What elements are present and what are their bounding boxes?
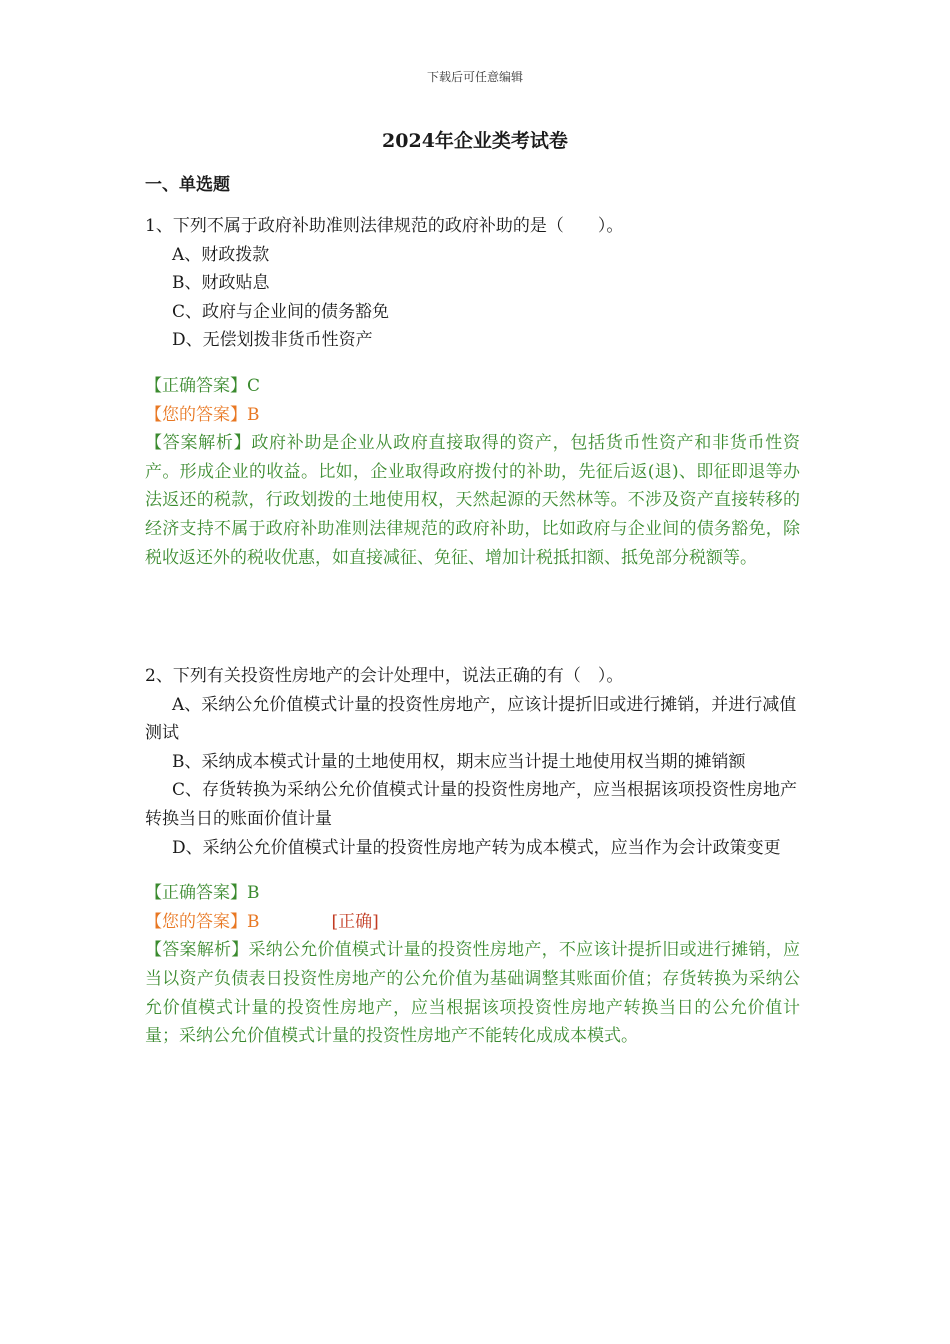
answer-analysis: 【答案解析】采纳公允价值模式计量的投资性房地产，不应该计提折旧或进行摊销，应当以资产负债表日投资性房地产的公允价值为基础调整其账面价值；存货转换为采纳公允价值模式计量的投资性房地产，应当根据该项投资性房地产转换当日的公允价值计量；采纳公允价值模式计量的投资性房地产不能转化成成本模式。	[145, 940, 800, 1047]
option-a: A、财政拨款	[172, 244, 270, 265]
your-answer	[145, 908, 800, 937]
question-stem: 1、下列不属于政府补助准则法律规范的政府补助的是（ ）。	[145, 216, 624, 236]
page-title: 2024年企业类考试卷	[382, 130, 568, 152]
option-d: D、无偿划拨非货币性资产	[172, 330, 373, 351]
option-c: C、政府与企业间的债务豁免	[172, 301, 390, 322]
answer-analysis: 【答案解析】政府补助是企业从政府直接取得的资产，包括货币性资产和非货币性资产。形成企业的收益。比如，企业取得政府拨付的补助，先征后返(退)、即征即退等办法返还的税款，行政划拨的土地使用权，天然起源的天然林等。不涉及资产直接转移的经济支持不属于政府补助准则法律规范的政府补助，比如政府与企业间的债务豁免，除税收返还外的税收优惠，如直接减征、免征、增加计税抵扣额、抵免部分税额等。	[145, 433, 800, 568]
option-b: B、采纳成本模式计量的土地使用权，期末应当计提土地使用权当期的摊销额	[172, 751, 746, 772]
your-answer	[145, 401, 800, 430]
question-2	[145, 662, 800, 1051]
answer-verdict: [正确]	[331, 911, 379, 932]
option-d: D、采纳公允价值模式计量的投资性房地产转为成本模式，应当作为会计政策变更	[172, 837, 781, 858]
correct-answer: 【正确答案】C	[145, 375, 261, 396]
option-b: B、财政贴息	[172, 273, 270, 294]
your-answer-text: 【您的答案】B	[145, 404, 260, 425]
question-1	[145, 212, 800, 572]
option-a: A、采纳公允价值模式计量的投资性房地产，应该计提折旧或进行摊销，并进行减值测试	[145, 694, 797, 744]
your-answer-text: 【您的答案】B	[145, 911, 260, 932]
header-note: 下载后可任意编辑	[426, 70, 523, 84]
correct-answer: 【正确答案】B	[145, 883, 260, 904]
section-heading: 一、单选题	[145, 175, 230, 195]
question-stem: 2、下列有关投资性房地产的会计处理中，说法正确的有（ ）。	[145, 666, 624, 686]
option-c: C、存货转换为采纳公允价值模式计量的投资性房地产，应当根据该项投资性房地产转换当日的账面价值计量	[145, 780, 798, 829]
